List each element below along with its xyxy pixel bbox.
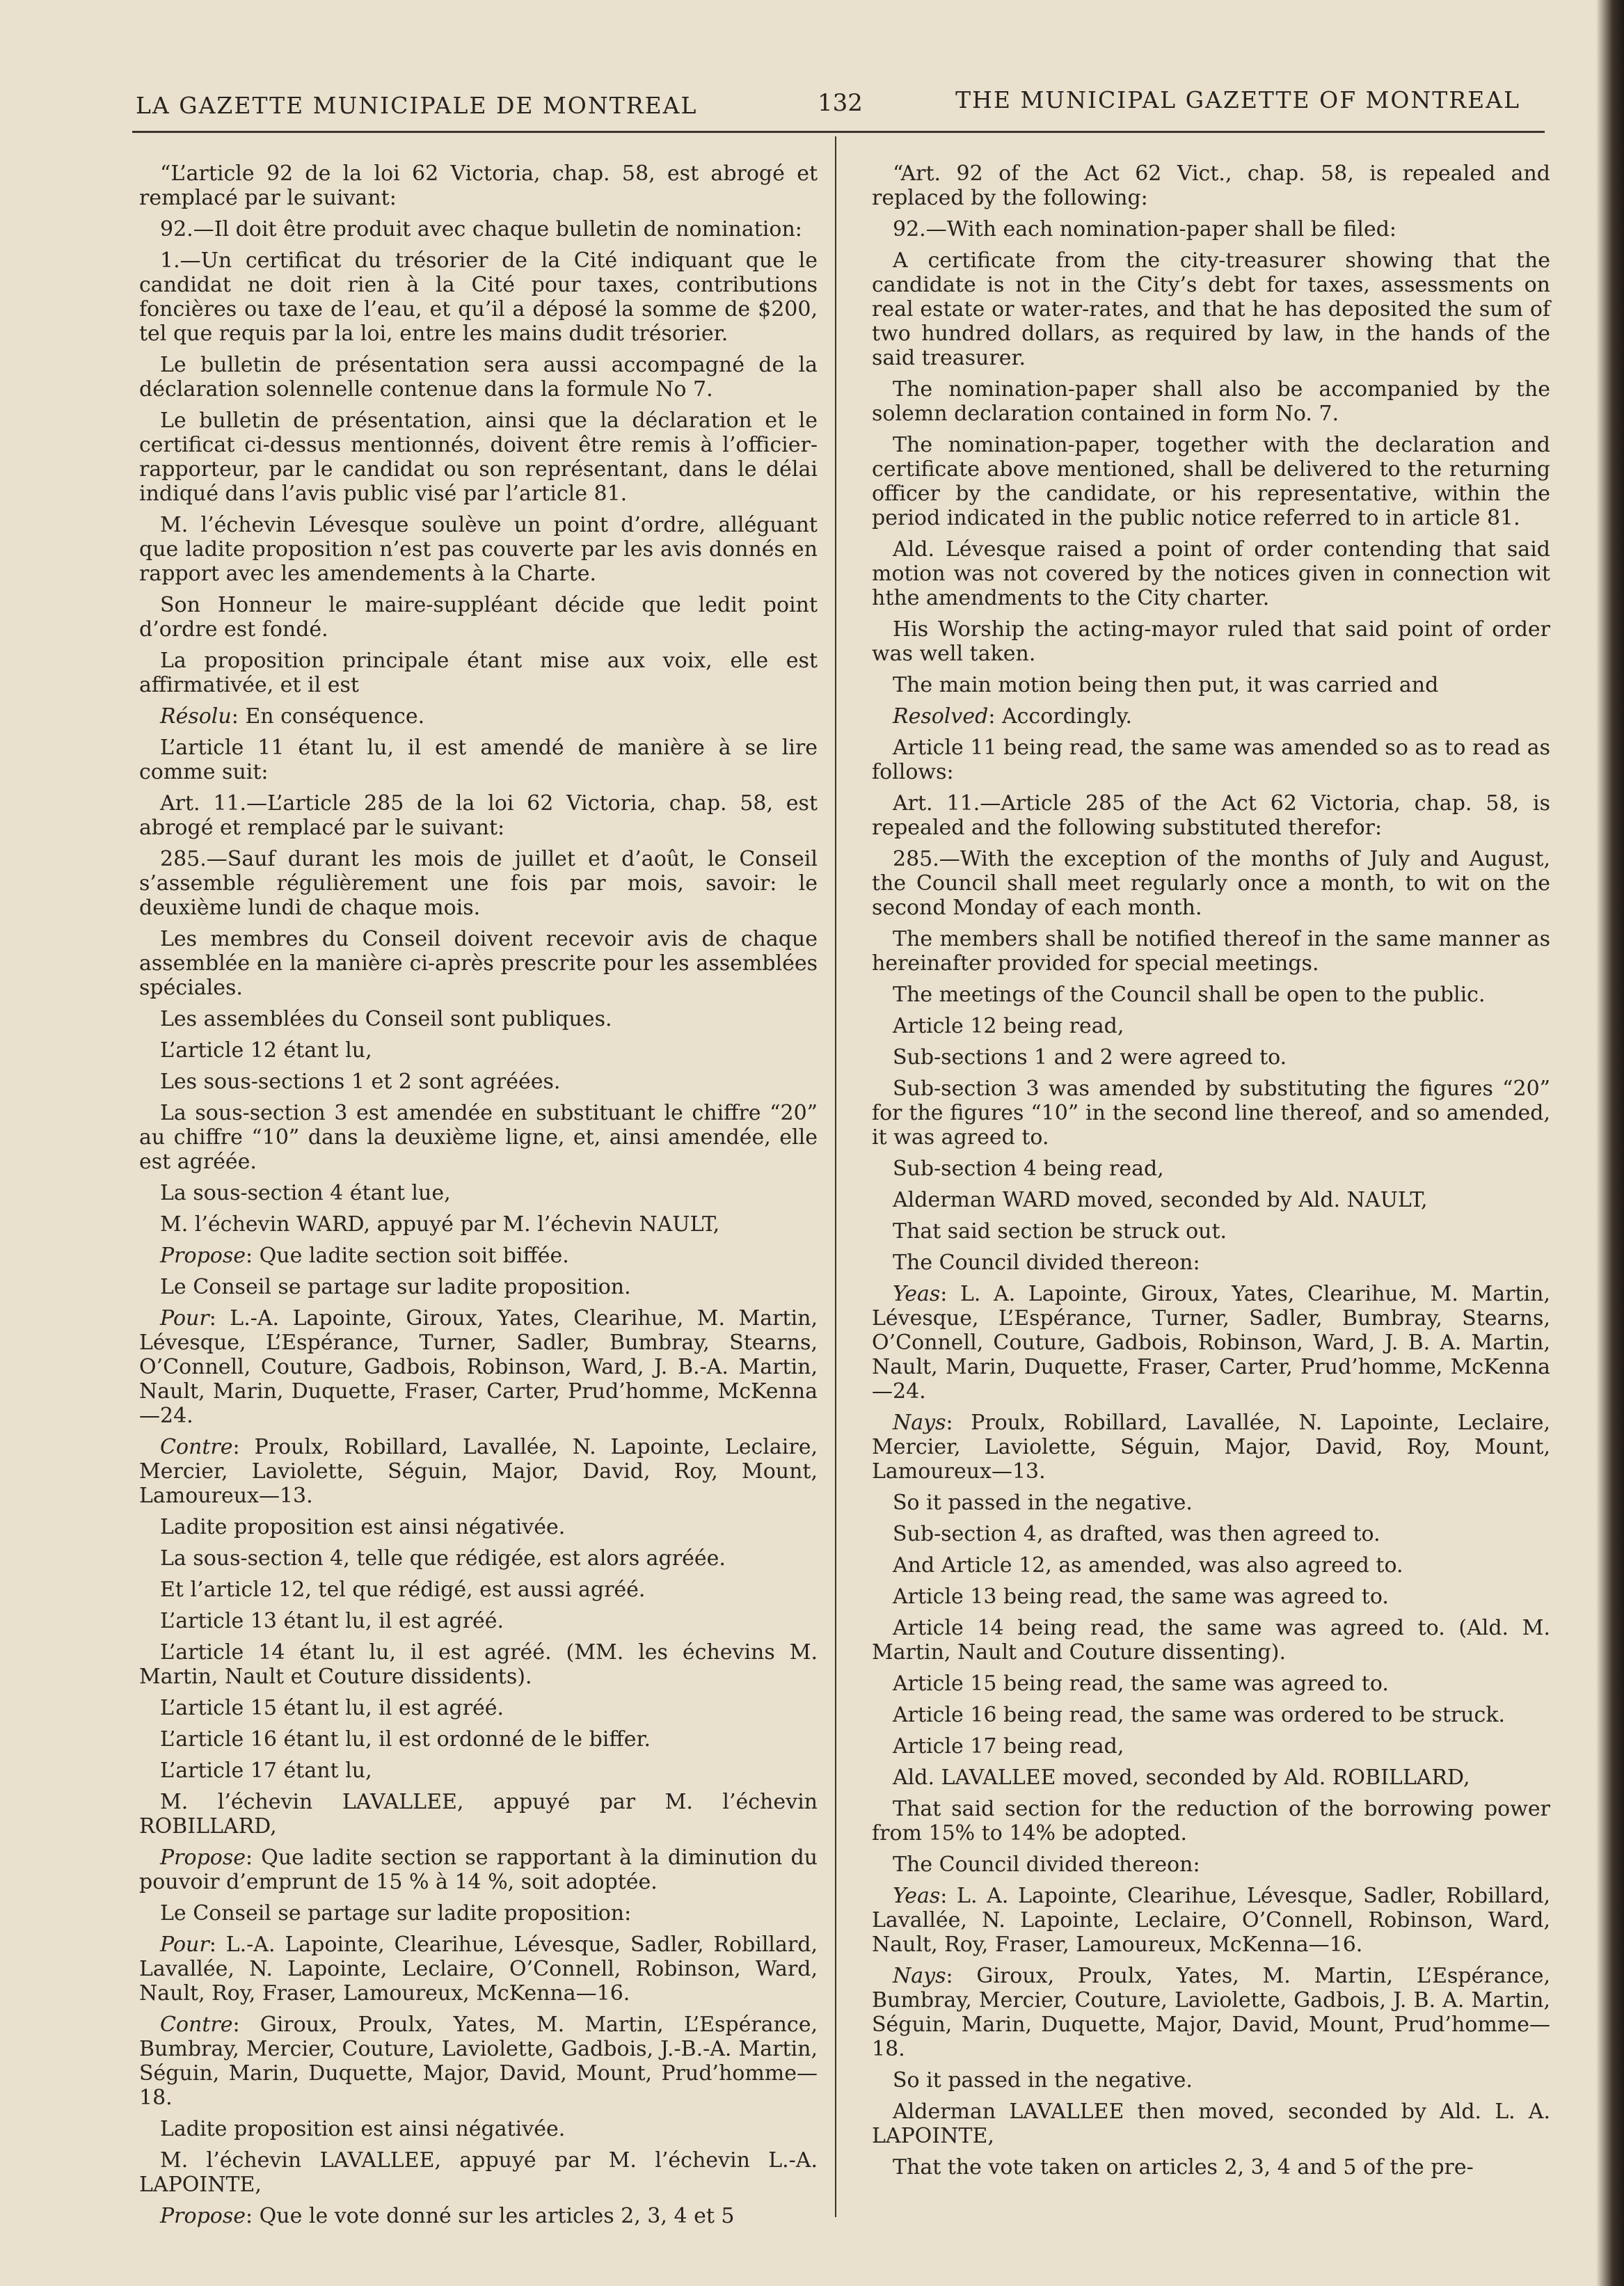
paragraph (872, 433, 1550, 530)
paragraph-label: Contre (160, 1435, 233, 1459)
paragraph-text: Et l’article 12, tel que rédigé, est aussi agréé. (160, 1578, 646, 1602)
paragraph (872, 248, 1550, 370)
paragraph (139, 408, 818, 506)
page-number: 132 (818, 89, 863, 117)
paragraph (139, 1515, 818, 1539)
paragraph-text: Les sous-sections 1 et 2 sont agréées. (160, 1070, 561, 1094)
paragraph (139, 2148, 818, 2197)
paragraph-text: That said section for the reduction of the borrowing power from 15% to 14% be adopted. (872, 1797, 1550, 1846)
paragraph (139, 1181, 818, 1205)
paragraph (139, 736, 818, 784)
paragraph-text: Art. 11.—Article 285 of the Act 62 Victoria, chap. 58, is repealed and the following substituted therefor: (872, 791, 1550, 840)
paragraph-label: Contre (160, 2013, 233, 2037)
paragraph (139, 1846, 818, 1894)
paragraph-text: : L.-A. Lapointe, Clearihue, Lévesque, Sadler, Robillard, Lavallée, N. Lapointe, Leclaire, O’Connell, Robinson, Ward, Nault, Roy, Fraser, Lamoureux, McKenna—16. (139, 1932, 818, 2006)
paragraph-text: : En conséquence. (231, 704, 425, 729)
paragraph (872, 736, 1550, 784)
paragraph (872, 927, 1550, 976)
paragraph (872, 1703, 1550, 1727)
paragraph-text: Les assemblées du Conseil sont publiques. (160, 1007, 612, 1031)
paragraph-text: So it passed in the negative. (893, 1491, 1193, 1515)
paragraph (872, 1045, 1550, 1070)
paragraph-text: The Council divided thereon: (893, 1251, 1200, 1275)
french-title: LA GAZETTE MUNICIPALE DE MONTREAL (136, 92, 698, 119)
paragraph (872, 1734, 1550, 1759)
paragraph (872, 1852, 1550, 1877)
paragraph (139, 1546, 818, 1571)
paragraph (872, 1553, 1550, 1578)
page-header (136, 84, 1520, 128)
paragraph-text: “Art. 92 of the Act 62 Vict., chap. 58, is repealed and replaced by the following: (872, 161, 1550, 210)
paragraph (872, 1157, 1550, 1181)
paragraph-text: Ladite proposition est ainsi négativée. (160, 1515, 566, 1539)
paragraph (872, 673, 1550, 697)
paragraph-text: : Giroux, Proulx, Yates, M. Martin, L’Espérance, Bumbray, Mercier, Couture, Laviolette, Gadbois, J. B. A. Martin, Séguin, Marin, Duquette, Major, David, Mount, Prud’homme—18. (872, 1964, 1550, 2061)
paragraph (139, 1007, 818, 1031)
paragraph (139, 1932, 818, 2006)
paragraph (139, 593, 818, 642)
paragraph-text: Article 17 being read, (893, 1734, 1124, 1759)
paragraph-text: Article 12 being read, (893, 1014, 1124, 1038)
paragraph-text: L’article 13 étant lu, il est agréé. (160, 1609, 504, 1633)
page-binding-edge (1596, 0, 1624, 2286)
paragraph (139, 1759, 818, 1783)
paragraph-label: Yeas (893, 1884, 941, 1908)
paragraph (139, 2204, 818, 2228)
paragraph (139, 704, 818, 729)
paragraph (872, 161, 1550, 210)
paragraph-text: Article 15 being read, the same was agreed to. (893, 1672, 1389, 1696)
paragraph-text: : Proulx, Robillard, Lavallée, N. Lapointe, Leclaire, Mercier, Laviolette, Séguin, Major, David, Roy, Mount, Lamoureux—13. (139, 1435, 818, 1508)
paragraph-text: 1.—Un certificat du trésorier de la Cité indiquant que le candidat ne doit rien à la Cité pour taxes, contributions foncières ou taxe de l’eau, et qu’il a déposé la somme de $200, tel que requis par la loi, entre les mains dudit trésorier. (139, 248, 818, 346)
paragraph (872, 617, 1550, 666)
paragraph (139, 2117, 818, 2141)
paragraph-label: Yeas (893, 1282, 941, 1306)
paragraph (872, 217, 1550, 241)
paragraph-text: M. l’échevin LAVALLEE, appuyé par M. l’échevin L.-A. LAPOINTE, (139, 2148, 818, 2197)
paragraph-text: His Worship the acting-mayor ruled that said point of order was well taken. (872, 617, 1550, 666)
paragraph (139, 649, 818, 697)
paragraph (872, 1014, 1550, 1038)
paragraph-text: Ald. LAVALLEE moved, seconded by Ald. ROBILLARD, (893, 1765, 1470, 1790)
paragraph-text: : Que le vote donné sur les articles 2, 3, 4 et 5 (246, 2204, 735, 2228)
paragraph-text: Les membres du Conseil doivent recevoir avis de chaque assemblée en la manière ci-après prescrite pour les assemblées spéciales. (139, 927, 818, 1000)
paragraph-label: Nays (893, 1411, 946, 1435)
paragraph-text: Sub-section 4, as drafted, was then agreed to. (893, 1522, 1380, 1546)
paragraph-text: : Que ladite section soit biffée. (246, 1244, 569, 1268)
paragraph-text: The main motion being then put, it was carried and (893, 673, 1439, 697)
column-divider (835, 136, 836, 2217)
paragraph-text: The nomination-paper, together with the declaration and certificate above mentioned, shall be delivered to the returning officer by the candidate, or his representative, within the period indicated in the public notice referred to in article 81. (872, 433, 1550, 530)
paragraph-text: The Council divided thereon: (893, 1852, 1200, 1877)
paragraph-text: Art. 11.—L’article 285 de la loi 62 Victoria, chap. 58, est abrogé et remplacé par le suivant: (139, 791, 818, 840)
paragraph-text: Ladite proposition est ainsi négativée. (160, 2117, 566, 2141)
paragraph (139, 513, 818, 586)
paragraph-text: 92.—Il doit être produit avec chaque bulletin de nomination: (160, 217, 802, 241)
paragraph (872, 1616, 1550, 1665)
english-column (872, 161, 1550, 2186)
paragraph-text: La sous-section 4 étant lue, (160, 1181, 451, 1205)
paragraph (139, 927, 818, 1000)
paragraph (139, 1640, 818, 1689)
paragraph-text: And Article 12, as amended, was also agreed to. (893, 1553, 1403, 1578)
paragraph (872, 1672, 1550, 1696)
paragraph-text: That the vote taken on articles 2, 3, 4 and 5 of the pre- (893, 2155, 1474, 2180)
paragraph-text: M. l’échevin LAVALLEE, appuyé par M. l’échevin ROBILLARD, (139, 1790, 818, 1839)
paragraph-label: Propose (160, 1846, 246, 1870)
paragraph-text: The nomination-paper shall also be accompanied by the solemn declaration contained in form No. 7. (872, 377, 1550, 426)
paragraph (872, 1411, 1550, 1484)
paragraph-label: Pour (160, 1306, 209, 1331)
paragraph (872, 2100, 1550, 2148)
paragraph-label: Propose (160, 2204, 246, 2228)
paragraph (139, 1038, 818, 1063)
paragraph (139, 1212, 818, 1237)
paragraph-text: : Giroux, Proulx, Yates, M. Martin, L’Espérance, Bumbray, Mercier, Couture, Laviolette, Gadbois, J.-B.-A. Martin, Séguin, Marin, Duquette, Major, David, Mount, Prud’homme—18. (139, 2013, 818, 2110)
paragraph (139, 1435, 818, 1508)
paragraph-text: La sous-section 3 est amendée en substituant le chiffre “20” au chiffre “10” dans la deuxième ligne, et, ainsi amendée, elle est agréée. (139, 1101, 818, 1174)
paragraph-text: The meetings of the Council shall be open to the public. (893, 983, 1486, 1007)
paragraph-text: M. l’échevin Lévesque soulève un point d’ordre, alléguant que ladite proposition n’est pas couverte par les avis donnés en rapport avec les amendements à la Charte. (139, 513, 818, 586)
paragraph (139, 791, 818, 840)
paragraph-text: Le Conseil se partage sur ladite proposition: (160, 1901, 632, 1926)
paragraph-text: Article 11 being read, the same was amended so as to read as follows: (872, 736, 1550, 784)
paragraph (872, 1522, 1550, 1546)
paragraph-text: Alderman WARD moved, seconded by Ald. NAULT, (893, 1188, 1428, 1212)
paragraph (139, 161, 818, 210)
paragraph (872, 1491, 1550, 1515)
paragraph-text: 92.—With each nomination-paper shall be filed: (893, 217, 1397, 241)
paragraph (139, 248, 818, 346)
paragraph-text: L’article 14 étant lu, il est agréé. (MM. les échevins M. Martin, Nault et Couture dissidents). (139, 1640, 818, 1689)
paragraph (872, 704, 1550, 729)
paragraph (139, 2013, 818, 2110)
paragraph (872, 1765, 1550, 1790)
paragraph (139, 1101, 818, 1174)
paragraph-text: La proposition principale étant mise aux voix, elle est affirmativée, et il est (139, 649, 818, 697)
paragraph-text: So it passed in the negative. (893, 2068, 1193, 2093)
paragraph (872, 1964, 1550, 2061)
paragraph-text: La sous-section 4, telle que rédigée, est alors agréée. (160, 1546, 726, 1571)
paragraph (872, 1585, 1550, 1609)
paragraph-text: A certificate from the city-treasurer showing that the candidate is not in the City’s debt for taxes, assessments on real estate or water-rates, and that he has deposited the sum of two hundred dollars, as required by law, in the hands of the said treasurer. (872, 248, 1550, 370)
paragraph-label: Resolved (893, 704, 989, 729)
paragraph (872, 1884, 1550, 1957)
paragraph-label: Nays (893, 1964, 946, 1988)
paragraph-text: Sub-sections 1 and 2 were agreed to. (893, 1045, 1287, 1070)
paragraph-text: L’article 15 étant lu, il est agréé. (160, 1696, 504, 1720)
paragraph (139, 353, 818, 402)
paragraph-text: Le bulletin de présentation, ainsi que la déclaration et le certificat ci-dessus mentionnés, doivent être remis à l’officier-rapporteur, par le candidat ou son représentant, dans le délai indiqué dans l’avis public visé par l’article 81. (139, 408, 818, 506)
paragraph-text: : Proulx, Robillard, Lavallée, N. Lapointe, Leclaire, Mercier, Laviolette, Séguin, Major, David, Roy, Mount, Lamoureux—13. (872, 1411, 1550, 1484)
paragraph (872, 2068, 1550, 2093)
paragraph (872, 1077, 1550, 1150)
paragraph-text: Sub-section 3 was amended by substituting the figures “20” for the figures “10” in the second line thereof, and so amended, it was agreed to. (872, 1077, 1550, 1150)
paragraph-text: Article 13 being read, the same was agreed to. (893, 1585, 1389, 1609)
paragraph-text: : Que ladite section se rapportant à la diminution du pouvoir d’emprunt de 15 % à 14 %, soit adoptée. (139, 1846, 818, 1894)
paragraph-text: M. l’échevin WARD, appuyé par M. l’échevin NAULT, (160, 1212, 720, 1237)
paragraph-text: 285.—Sauf durant les mois de juillet et d’août, le Conseil s’assemble régulièrement une fois par mois, savoir: le deuxième lundi de chaque mois. (139, 847, 818, 920)
paragraph (872, 537, 1550, 610)
paragraph-label: Propose (160, 1244, 246, 1268)
paragraph-text: L’article 12 étant lu, (160, 1038, 372, 1063)
paragraph-text: Sub-section 4 being read, (893, 1157, 1164, 1181)
paragraph-text: Ald. Lévesque raised a point of order contending that said motion was not covered by the notices given in connection wit hthe amendments to the City charter. (872, 537, 1550, 610)
paragraph-label: Résolu (160, 704, 232, 729)
paragraph-text: Son Honneur le maire-suppléant décide que ledit point d’ordre est fondé. (139, 593, 818, 642)
paragraph (139, 1609, 818, 1633)
paragraph (872, 1188, 1550, 1212)
paragraph-text: That said section be struck out. (893, 1219, 1227, 1244)
paragraph-text: : L. A. Lapointe, Clearihue, Lévesque, Sadler, Robillard, Lavallée, N. Lapointe, Leclaire, O’Connell, Robinson, Ward, Nault, Roy, Fraser, Lamoureux, McKenna—16. (872, 1884, 1550, 1957)
paragraph-text: L’article 11 étant lu, il est amendé de manière à se lire comme suit: (139, 736, 818, 784)
paragraph (139, 1578, 818, 1602)
paragraph-label: Pour (160, 1932, 209, 1957)
paragraph (872, 1219, 1550, 1244)
paragraph (139, 1901, 818, 1926)
paragraph (139, 1696, 818, 1720)
paragraph (872, 1282, 1550, 1404)
paragraph (872, 2155, 1550, 2180)
paragraph (139, 217, 818, 241)
paragraph (872, 377, 1550, 426)
paragraph (139, 1244, 818, 1268)
paragraph-text: Article 16 being read, the same was ordered to be struck. (893, 1703, 1506, 1727)
header-rule (132, 131, 1545, 133)
paragraph-text: L’article 17 étant lu, (160, 1759, 372, 1783)
paragraph-text: L’article 16 étant lu, il est ordonné de le biffer. (160, 1727, 651, 1752)
french-column (139, 161, 818, 2235)
english-title: THE MUNICIPAL GAZETTE OF MONTREAL (955, 86, 1520, 113)
paragraph (139, 1790, 818, 1839)
paragraph (872, 847, 1550, 920)
paragraph (139, 1275, 818, 1299)
paragraph (139, 1727, 818, 1752)
paragraph (139, 1306, 818, 1428)
paragraph-text: : L. A. Lapointe, Giroux, Yates, Clearihue, M. Martin, Lévesque, L’Espérance, Turner, Sadler, Bumbray, Stearns, O’Connell, Couture, Gadbois, Robinson, Ward, J. B. A. Martin, Nault, Marin, Duquette, Fraser, Carter, Prud’homme, McKenna—24. (872, 1282, 1550, 1404)
paragraph-text: : Accordingly. (988, 704, 1133, 729)
paragraph (139, 1070, 818, 1094)
paragraph-text: “L’article 92 de la loi 62 Victoria, chap. 58, est abrogé et remplacé par le suivant: (139, 161, 818, 210)
paragraph-text: Le bulletin de présentation sera aussi accompagné de la déclaration solennelle contenue dans la formule No 7. (139, 353, 818, 402)
paragraph-text: Article 14 being read, the same was agreed to. (Ald. M. Martin, Nault and Couture dissenting). (872, 1616, 1550, 1665)
paragraph (139, 847, 818, 920)
paragraph (872, 791, 1550, 840)
paragraph (872, 1797, 1550, 1846)
paragraph-text: 285.—With the exception of the months of July and August, the Council shall meet regularly once a month, to wit on the second Monday of each month. (872, 847, 1550, 920)
paragraph (872, 1251, 1550, 1275)
paragraph (872, 983, 1550, 1007)
paragraph-text: : L.-A. Lapointe, Giroux, Yates, Clearihue, M. Martin, Lévesque, L’Espérance, Turner, Sadler, Bumbray, Stearns, O’Connell, Couture, Gadbois, Robinson, Ward, J. B.-A. Martin, Nault, Marin, Duquette, Fraser, Carter, Prud’homme, McKenna—24. (139, 1306, 818, 1428)
paragraph-text: Alderman LAVALLEE then moved, seconded by Ald. L. A. LAPOINTE, (872, 2100, 1550, 2148)
paragraph-text: The members shall be notified thereof in the same manner as hereinafter provided for special meetings. (872, 927, 1550, 976)
paragraph-text: Le Conseil se partage sur ladite proposition. (160, 1275, 631, 1299)
